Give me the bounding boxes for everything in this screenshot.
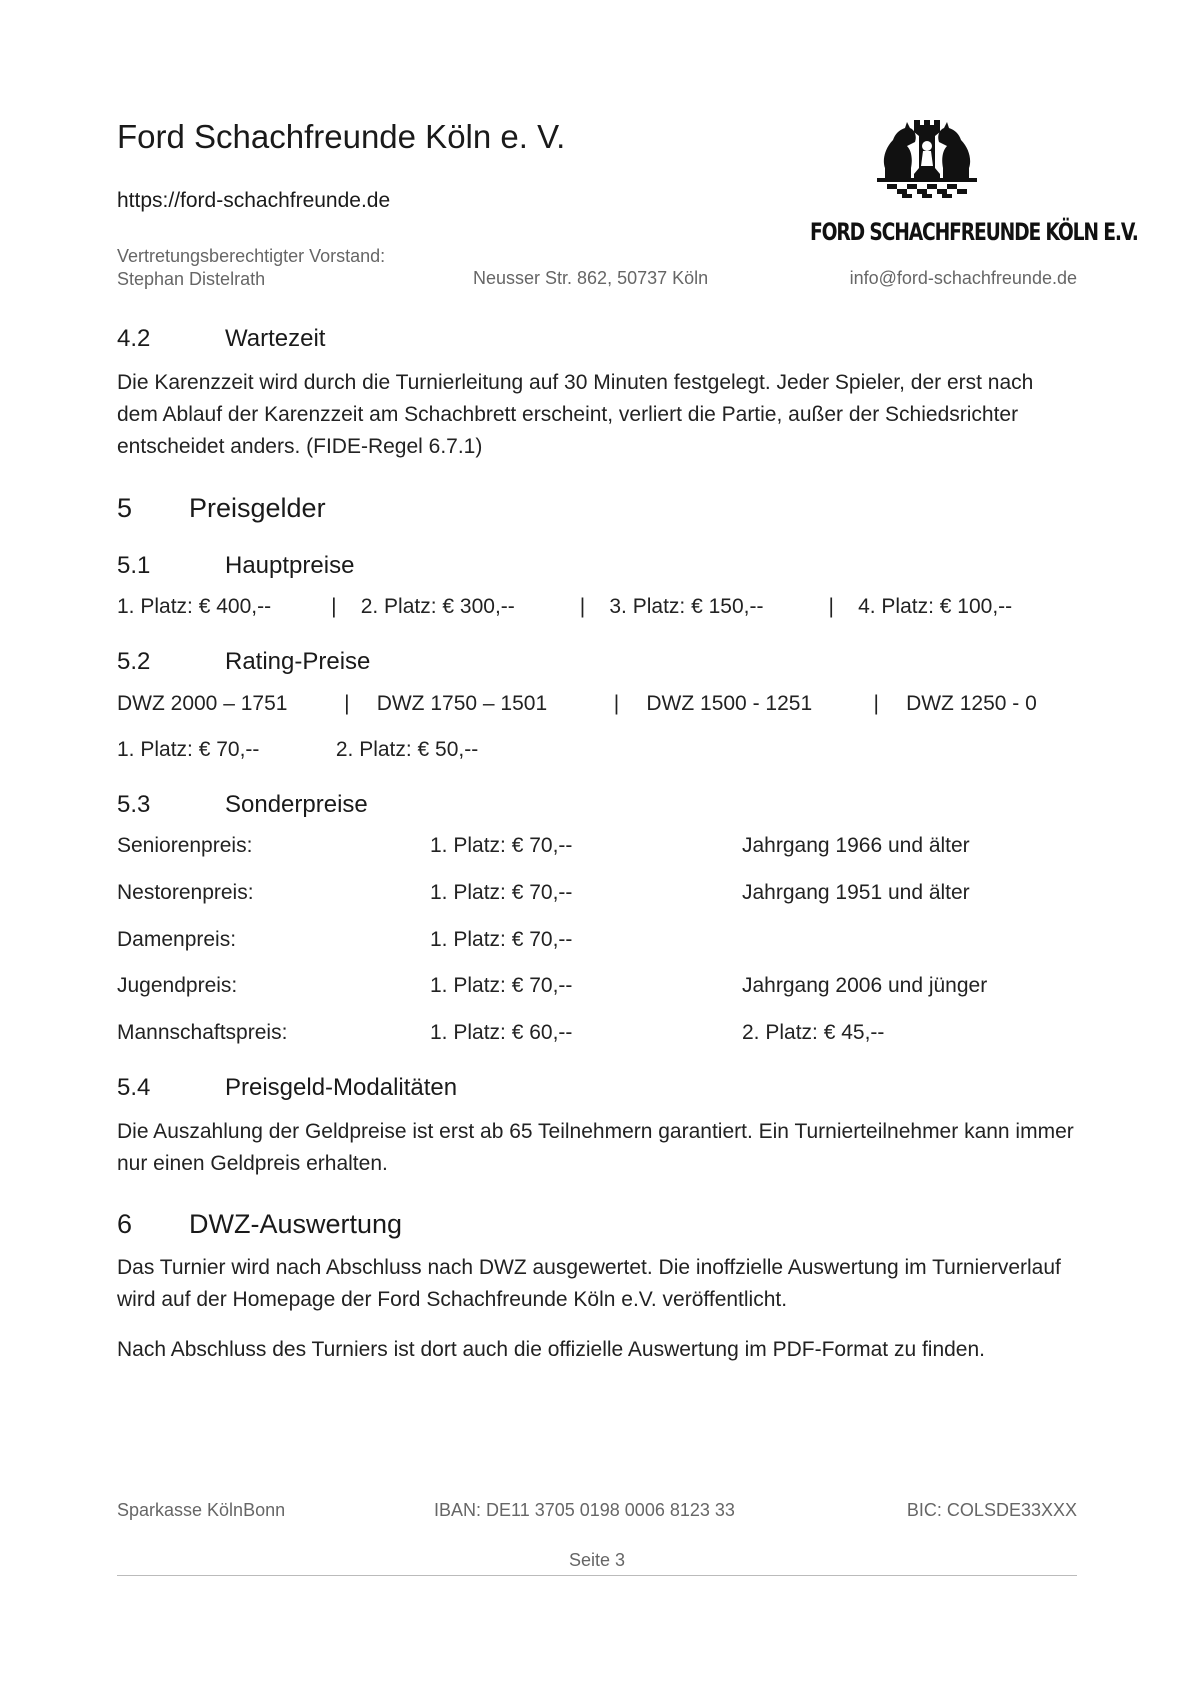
footer-iban: IBAN: DE11 3705 0198 0006 8123 33 bbox=[434, 1500, 735, 1520]
special-prize-note: Jahrgang 2006 und jünger bbox=[742, 974, 988, 997]
heading-5-1 bbox=[117, 552, 354, 580]
rating-prize-2: 2. Platz: € 50,-- bbox=[335, 738, 479, 761]
separator: | bbox=[579, 595, 586, 618]
special-prize-note: Jahrgang 1951 und älter bbox=[742, 881, 970, 904]
section-title: DWZ-Auswertung bbox=[189, 1209, 403, 1239]
section-title: Wartezeit bbox=[225, 325, 326, 352]
special-prize-label: Jugendpreis: bbox=[117, 974, 238, 997]
special-prize-amount: 1. Platz: € 70,-- bbox=[430, 974, 573, 997]
section-title: Hauptpreise bbox=[225, 552, 355, 579]
org-url[interactable]: https://ford-schachfreunde.de bbox=[117, 189, 391, 212]
special-prize-amount: 1. Platz: € 70,-- bbox=[430, 928, 573, 951]
section-number: 6 bbox=[117, 1209, 133, 1239]
rating-prizes-row bbox=[117, 738, 478, 762]
special-prize-amount: 1. Platz: € 60,-- bbox=[430, 1021, 573, 1044]
main-prize-1: 1. Platz: € 400,-- bbox=[117, 595, 272, 618]
section-number: 5.2 bbox=[117, 648, 151, 675]
rating-range-1: DWZ 2000 – 1751 bbox=[117, 692, 288, 715]
rating-range-3: DWZ 1500 - 1251 bbox=[646, 692, 813, 715]
special-prize-amount: 1. Platz: € 70,-- bbox=[430, 834, 573, 857]
org-name: Ford Schachfreunde Köln e. V. bbox=[117, 118, 566, 155]
heading-5-3 bbox=[117, 791, 368, 819]
dwz-text-2: Nach Abschluss des Turniers ist dort auch die offizielle Auswertung im PDF-Format zu finden. bbox=[117, 1338, 986, 1361]
heading-6 bbox=[117, 1209, 402, 1240]
heading-5 bbox=[117, 493, 326, 524]
section-number: 5.1 bbox=[117, 552, 151, 579]
main-prizes-row bbox=[117, 595, 1012, 619]
club-email[interactable]: info@ford-schachfreunde.de bbox=[849, 268, 1077, 288]
section-number: 5.3 bbox=[117, 791, 151, 818]
logo-wordmark: FORD SCHACHFREUNDE KÖLN E.V. bbox=[810, 218, 1138, 246]
page-number: Seite 3 bbox=[568, 1550, 626, 1570]
special-prize-label: Nestorenpreis: bbox=[117, 881, 254, 904]
document-page bbox=[117, 0, 1138, 1683]
footer-bank: Sparkasse KölnBonn bbox=[117, 1500, 286, 1520]
board-label: Vertretungsberechtigter Vorstand: bbox=[117, 246, 386, 266]
main-prize-3: 3. Platz: € 150,-- bbox=[609, 595, 764, 618]
section-title: Rating-Preise bbox=[225, 648, 371, 675]
rating-range-2: DWZ 1750 – 1501 bbox=[376, 692, 548, 715]
special-prize-label: Mannschaftspreis: bbox=[117, 1021, 288, 1044]
section-number: 4.2 bbox=[117, 325, 151, 352]
heading-5-2 bbox=[117, 648, 370, 676]
board-contact bbox=[117, 245, 385, 291]
rating-prize-1: 1. Platz: € 70,-- bbox=[117, 738, 260, 761]
special-prize-amount: 1. Platz: € 70,-- bbox=[430, 881, 573, 904]
rating-range-4: DWZ 1250 - 0 bbox=[906, 692, 1037, 715]
footer-bic: BIC: COLSDE33XXX bbox=[906, 1500, 1077, 1520]
special-prize-label: Seniorenpreis: bbox=[117, 834, 253, 857]
club-address: Neusser Str. 862, 50737 Köln bbox=[473, 268, 709, 288]
separator: | bbox=[828, 595, 834, 618]
club-logo bbox=[777, 118, 1138, 253]
special-prize-label: Damenpreis: bbox=[117, 928, 237, 951]
heading-5-4 bbox=[117, 1074, 457, 1102]
separator: | bbox=[613, 692, 620, 715]
section-number: 5 bbox=[117, 493, 133, 523]
heading-4-2 bbox=[117, 325, 325, 353]
board-name: Stephan Distelrath bbox=[117, 269, 266, 289]
modalities-text: Die Auszahlung der Geldpreise ist erst ab 65 Teilnehmern garantiert. Ein Turnierteilnehmer kann immer nur einen Geldpreis erhalten. bbox=[117, 1120, 1074, 1175]
dwz-text-1: Das Turnier wird nach Abschluss nach DWZ ausgewertet. Die inoffzielle Auswertung im Turnierverlauf wird auf der Homepage der Ford Schachfreunde Köln e.V. veröffentlicht. bbox=[117, 1256, 1061, 1311]
section-number: 5.4 bbox=[117, 1074, 151, 1101]
footer-divider bbox=[117, 1575, 1077, 1576]
chess-pieces-logo-icon bbox=[877, 118, 977, 200]
section-title: Preisgelder bbox=[189, 493, 326, 523]
special-prize-note: 2. Platz: € 45,-- bbox=[742, 1021, 885, 1044]
separator: | bbox=[873, 692, 879, 715]
wartezeit-text: Die Karenzzeit wird durch die Turnierleitung auf 30 Minuten festgelegt. Jeder Spieler, der erst nach dem Ablauf der Karenzzeit am Schachbrett erscheint, verliert die Partie, außer der Schiedsrichter entscheidet anders. (FIDE-Regel 6.7.1) bbox=[117, 371, 1034, 458]
separator: | bbox=[344, 692, 350, 715]
section-title: Sonderpreise bbox=[225, 791, 368, 818]
special-prize-note: Jahrgang 1966 und älter bbox=[742, 834, 970, 857]
main-prize-2: 2. Platz: € 300,-- bbox=[360, 595, 515, 618]
separator: | bbox=[331, 595, 337, 618]
main-prize-4: 4. Platz: € 100,-- bbox=[858, 595, 1013, 618]
rating-ranges-row bbox=[117, 692, 1037, 716]
section-title: Preisgeld-Modalitäten bbox=[225, 1074, 458, 1101]
